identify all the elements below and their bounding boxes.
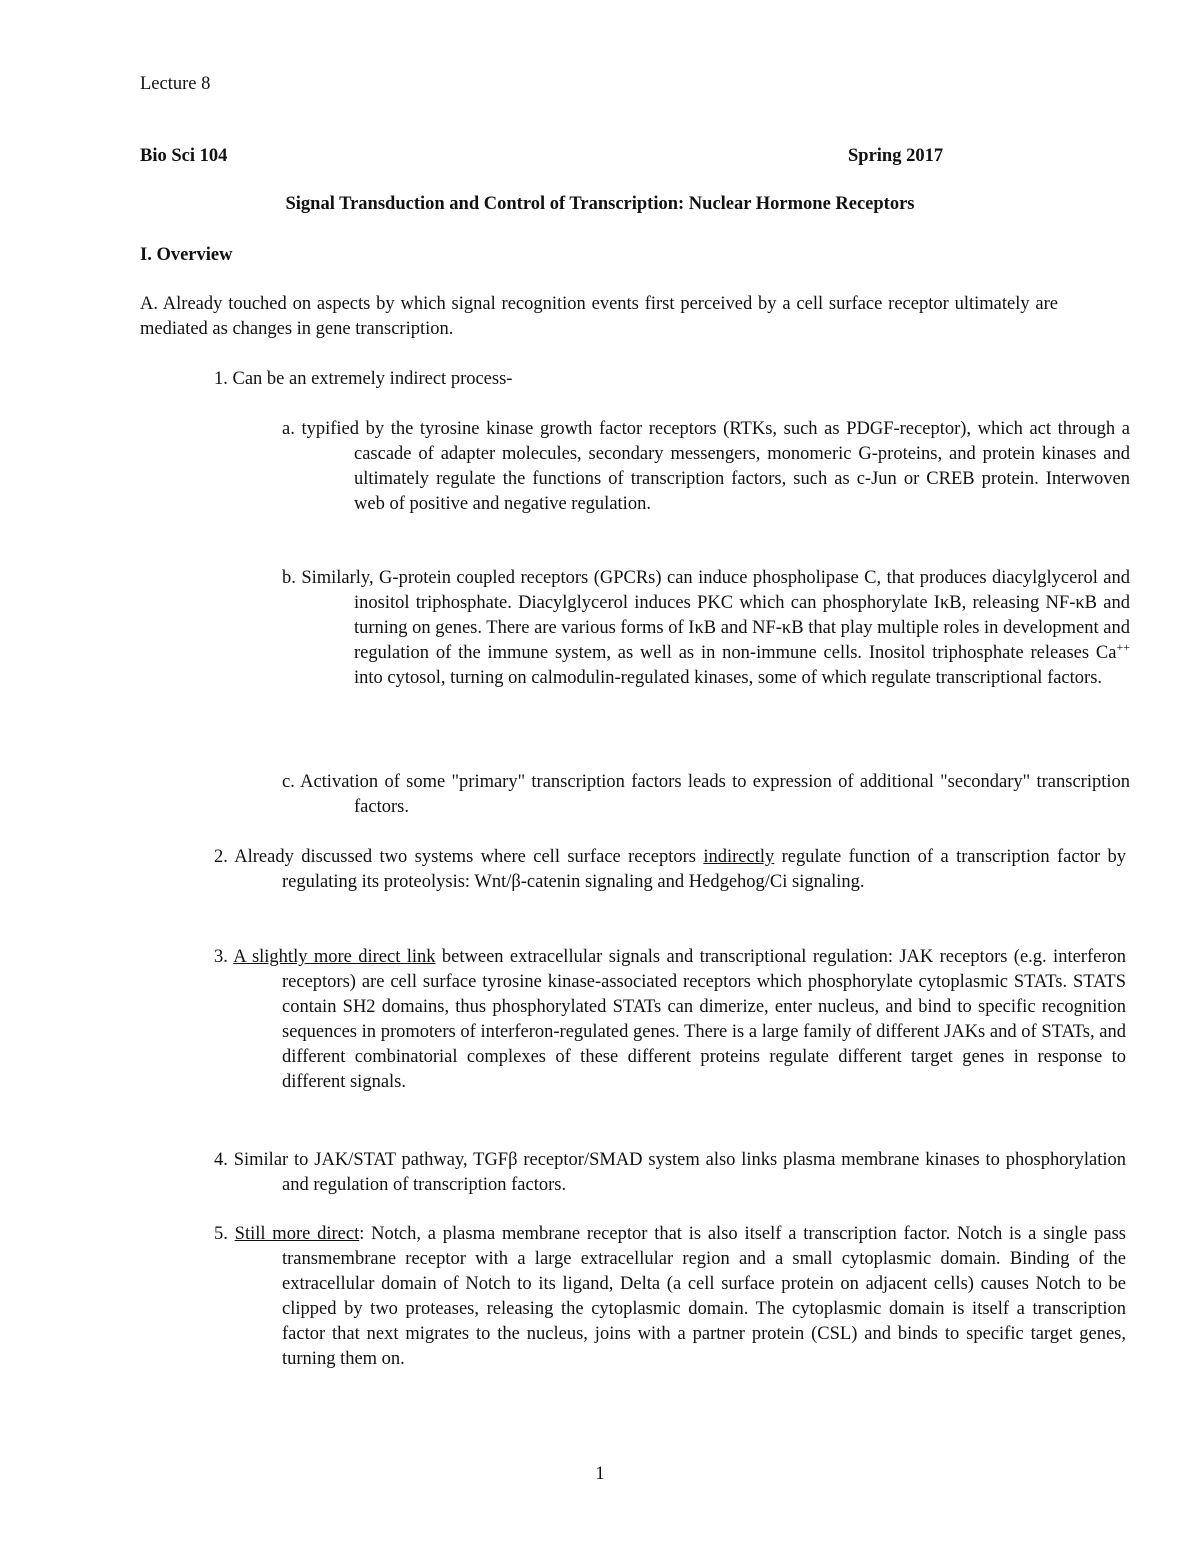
section-heading: I. Overview: [140, 245, 233, 265]
item-2: [214, 845, 1126, 895]
item-5-underline: Still more direct: [234, 1224, 360, 1244]
document-title: Signal Transduction and Control of Transcription: Nuclear Hormone Receptors: [285, 194, 915, 214]
calcium-superscript: ++: [1116, 640, 1130, 654]
sub-item-b-text-1: b. Similarly, G-protein coupled receptors (GPCRs) can induce phospholipase C, that produces diacylglycerol and inositol triphosphate. Diacylglycerol induces PKC which can phosphorylate IκB, releasing NF-κB and turning on genes. There are various forms of IκB and NF-κB that play multiple roles in development and regulation of the immune system, as well as in non-immune cells. Inositol triphosphate releases Ca: [282, 568, 1130, 663]
item-3-lead: 3.: [214, 947, 234, 967]
sub-item-b: [282, 566, 1130, 691]
item-2-lead: 2. Already discussed two systems where cell surface receptors: [214, 847, 704, 867]
item-3-text: between extracellular signals and transcriptional regulation: JAK receptors (e.g. interferon receptors) are cell surface tyrosine kinase-associated receptors which phosphorylate cytoplasmic STATs. STATS contain SH2 domains, thus phosphorylated STATs can dimerize, enter nucleus, and bind to specific recognition sequences in promoters of interferon-regulated genes. There is a large family of different JAKs and of STATs, and different combinatorial complexes of these different proteins regulate different target genes in response to different signals.: [282, 947, 1126, 1092]
item-5-lead: 5.: [214, 1224, 235, 1244]
course-name: Bio Sci 104: [140, 146, 228, 166]
sub-item-c: c. Activation of some "primary" transcription factors leads to expression of additional "secondary" transcription factors.: [282, 772, 1130, 817]
course-term: Spring 2017: [848, 146, 944, 166]
item-3-underline: A slightly more direct link: [233, 947, 436, 967]
item-3: [214, 945, 1126, 1095]
item-5: [214, 1222, 1126, 1372]
page-number: 1: [595, 1464, 605, 1484]
item-1: 1. Can be an extremely indirect process-: [214, 369, 513, 389]
paragraph-a: A. Already touched on aspects by which signal recognition events first perceived by a cell surface receptor ultimately are mediated as changes in gene transcription.: [140, 294, 1058, 339]
lecture-header: Lecture 8: [140, 74, 211, 94]
item-4: 4. Similar to JAK/STAT pathway, TGFβ receptor/SMAD system also links plasma membrane kinases to phosphorylation and regulation of transcription factors.: [214, 1150, 1126, 1195]
item-2-text: regulate function of a transcription factor by regulating its proteolysis: Wnt/β-catenin signaling and Hedgehog/Ci signaling.: [282, 847, 1127, 892]
sub-item-a: a. typified by the tyrosine kinase growth factor receptors (RTKs, such as PDGF-receptor), which act through a cascade of adapter molecules, secondary messengers, monomeric G-proteins, and protein kinases and ultimately regulate the functions of transcription factors, such as c-Jun or CREB protein. Interwoven web of positive and negative regulation.: [282, 419, 1130, 514]
sub-item-b-text-2: into cytosol, turning on calmodulin-regulated kinases, some of which regulate transcriptional factors.: [354, 668, 1103, 688]
item-5-text: : Notch, a plasma membrane receptor that is also itself a transcription factor. Notch is a single pass transmembrane receptor with a large extracellular region and a small cytoplasmic domain. Binding of the extracellular domain of Notch to its ligand, Delta (a cell surface protein on adjacent cells) causes Notch to be clipped by two proteases, releasing the cytoplasmic domain. The cytoplasmic domain is itself a transcription factor that next migrates to the nucleus, joins with a partner protein (CSL) and binds to specific target genes, turning them on.: [282, 1224, 1126, 1369]
item-2-underline: indirectly: [703, 847, 775, 867]
